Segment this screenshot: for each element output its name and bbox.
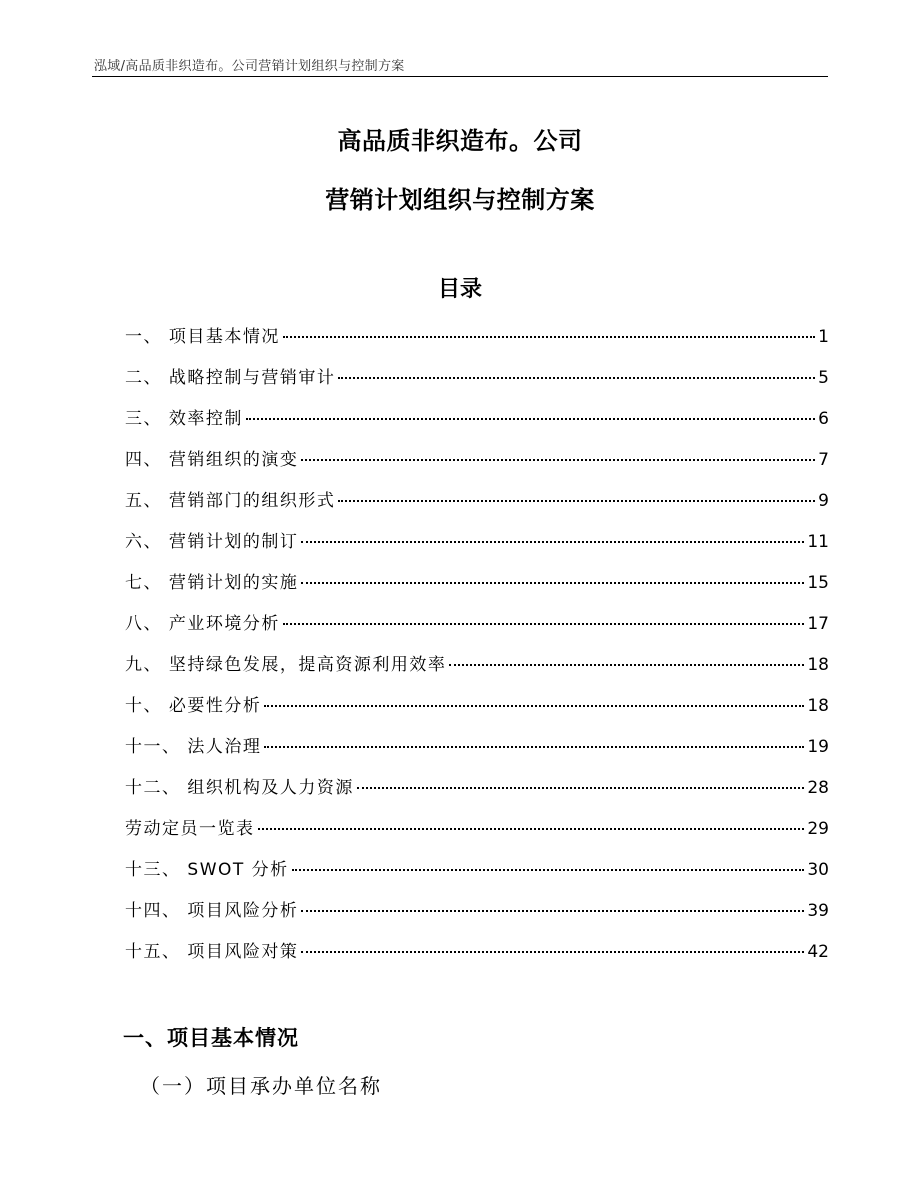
toc-entry[interactable] bbox=[125, 445, 829, 486]
toc-entry[interactable] bbox=[125, 568, 829, 609]
toc-entry-label: 十二、 组织机构及人力资源 bbox=[125, 778, 354, 798]
toc-entry-page: 1 bbox=[818, 327, 829, 347]
toc-entry-label: 劳动定员一览表 bbox=[125, 819, 255, 839]
toc-entry-page: 18 bbox=[807, 696, 829, 716]
toc-entry[interactable] bbox=[125, 896, 829, 937]
toc-entry[interactable] bbox=[125, 404, 829, 445]
toc-leader-dots bbox=[264, 746, 804, 748]
toc-entry[interactable] bbox=[125, 773, 829, 814]
toc-entry-label: 一、 项目基本情况 bbox=[125, 327, 280, 347]
toc-entry-page: 30 bbox=[807, 860, 829, 880]
toc-leader-dots bbox=[338, 377, 815, 379]
toc-entry-page: 39 bbox=[807, 901, 829, 921]
toc-entry[interactable] bbox=[125, 691, 829, 732]
toc-entry-page: 17 bbox=[807, 614, 829, 634]
toc-leader-dots bbox=[357, 787, 804, 789]
toc-leader-dots bbox=[301, 582, 804, 584]
running-header: 泓域/高品质非织造布。公司营销计划组织与控制方案 bbox=[94, 59, 405, 74]
toc-heading: 目录 bbox=[437, 277, 482, 302]
toc-leader-dots bbox=[301, 541, 804, 543]
toc-entry-page: 42 bbox=[807, 942, 829, 962]
subsection-heading: （一）项目承办单位名称 bbox=[140, 1074, 382, 1098]
toc-entry-label: 十、 必要性分析 bbox=[125, 696, 262, 716]
toc-entry[interactable] bbox=[125, 322, 829, 363]
toc-leader-dots bbox=[283, 336, 815, 338]
toc-entry[interactable] bbox=[125, 650, 829, 691]
toc-leader-dots bbox=[449, 664, 804, 666]
toc-entry-label: 二、 战略控制与营销审计 bbox=[125, 368, 336, 388]
document-title-line-1: 高品质非织造布。公司 bbox=[337, 127, 583, 155]
table-of-contents bbox=[125, 322, 829, 978]
toc-leader-dots bbox=[246, 418, 815, 420]
toc-entry-label: 九、 坚持绿色发展，提高资源利用效率 bbox=[125, 655, 447, 675]
toc-entry-label: 十五、 项目风险对策 bbox=[125, 942, 299, 962]
toc-entry-page: 11 bbox=[807, 532, 829, 552]
toc-entry-page: 9 bbox=[818, 491, 829, 511]
toc-entry-label: 八、 产业环境分析 bbox=[125, 614, 280, 634]
toc-leader-dots bbox=[264, 705, 804, 707]
toc-entry-label: 四、 营销组织的演变 bbox=[125, 450, 299, 470]
toc-entry-label: 十一、 法人治理 bbox=[125, 737, 262, 757]
toc-entry-page: 18 bbox=[807, 655, 829, 675]
toc-entry-page: 15 bbox=[807, 573, 829, 593]
toc-leader-dots bbox=[301, 951, 804, 953]
toc-entry-page: 5 bbox=[818, 368, 829, 388]
toc-entry[interactable] bbox=[125, 527, 829, 568]
document-title-line-2: 营销计划组织与控制方案 bbox=[325, 186, 595, 214]
toc-entry-page: 7 bbox=[818, 450, 829, 470]
toc-entry[interactable] bbox=[125, 609, 829, 650]
toc-entry-label: 十三、 SWOT 分析 bbox=[125, 860, 289, 880]
header-rule bbox=[92, 76, 828, 77]
toc-entry-label: 五、 营销部门的组织形式 bbox=[125, 491, 336, 511]
toc-entry-label: 三、 效率控制 bbox=[125, 409, 243, 429]
toc-entry[interactable] bbox=[125, 855, 829, 896]
toc-entry[interactable] bbox=[125, 814, 829, 855]
toc-entry[interactable] bbox=[125, 937, 829, 978]
toc-entry-page: 28 bbox=[807, 778, 829, 798]
toc-entry-label: 十四、 项目风险分析 bbox=[125, 901, 299, 921]
toc-entry-label: 七、 营销计划的实施 bbox=[125, 573, 299, 593]
toc-entry-page: 19 bbox=[807, 737, 829, 757]
toc-leader-dots bbox=[338, 500, 815, 502]
toc-entry[interactable] bbox=[125, 732, 829, 773]
toc-entry-page: 6 bbox=[818, 409, 829, 429]
toc-entry-page: 29 bbox=[807, 819, 829, 839]
toc-entry[interactable] bbox=[125, 363, 829, 404]
toc-entry[interactable] bbox=[125, 486, 829, 527]
toc-leader-dots bbox=[301, 459, 815, 461]
toc-leader-dots bbox=[283, 623, 804, 625]
section-heading: 一、项目基本情况 bbox=[123, 1026, 299, 1050]
toc-leader-dots bbox=[301, 910, 804, 912]
toc-leader-dots bbox=[258, 828, 805, 830]
toc-leader-dots bbox=[292, 869, 805, 871]
toc-entry-label: 六、 营销计划的制订 bbox=[125, 532, 299, 552]
